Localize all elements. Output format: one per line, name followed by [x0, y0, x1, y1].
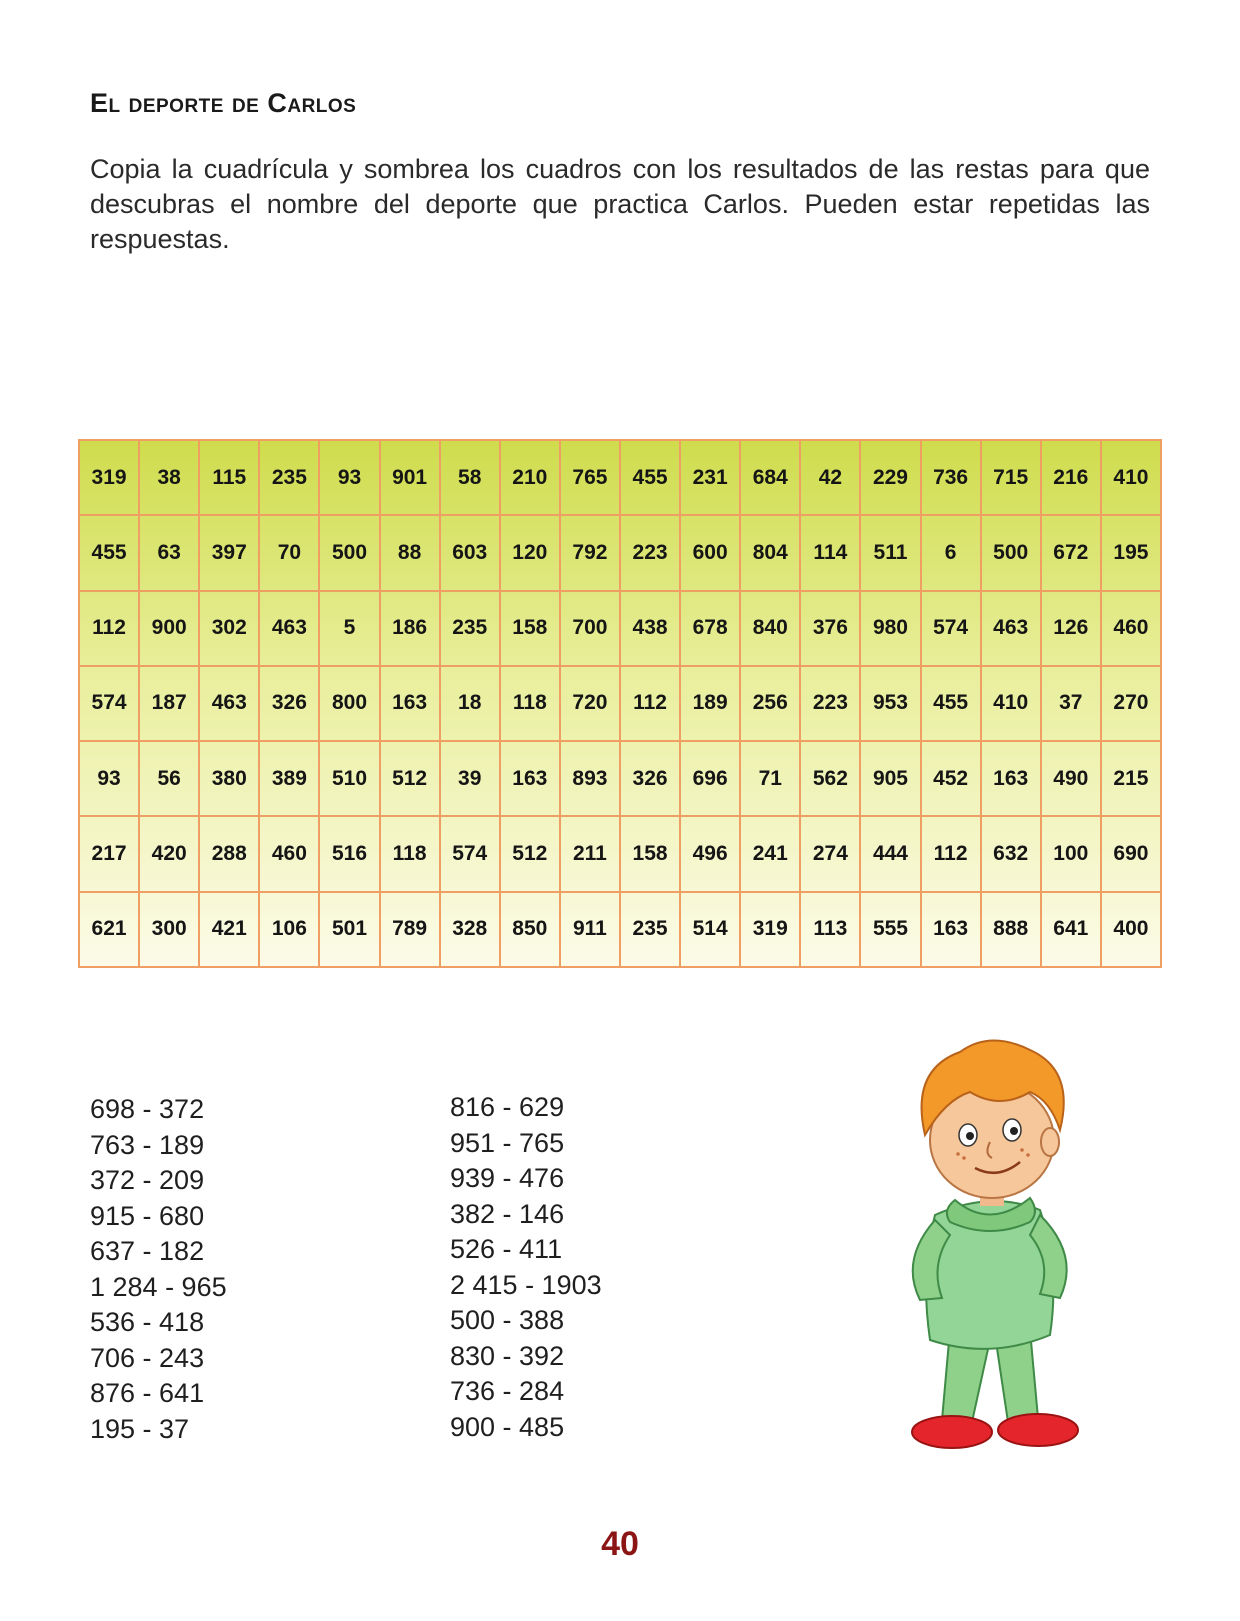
grid-cell: 229 [860, 440, 920, 515]
grid-cell: 319 [740, 892, 800, 967]
grid-cell: 71 [740, 741, 800, 816]
grid-cell: 376 [800, 591, 860, 666]
subtraction-problem: 500 - 388 [450, 1305, 565, 1335]
grid-cell: 215 [1101, 741, 1161, 816]
grid-cell: 38 [139, 440, 199, 515]
grid-cell: 100 [1041, 816, 1101, 891]
grid-cell: 792 [560, 515, 620, 590]
grid-cell: 163 [981, 741, 1041, 816]
grid-cell: 893 [560, 741, 620, 816]
grid-cell: 455 [921, 666, 981, 741]
grid-cell: 187 [139, 666, 199, 741]
grid-cell: 380 [199, 741, 259, 816]
grid-cell: 274 [800, 816, 860, 891]
grid-cell: 5 [319, 591, 379, 666]
grid-cell: 460 [1101, 591, 1161, 666]
grid-cell: 463 [199, 666, 259, 741]
grid-cell: 106 [259, 892, 319, 967]
subtraction-list-left [90, 1092, 227, 1447]
grid-cell: 58 [440, 440, 500, 515]
grid-cell: 600 [680, 515, 740, 590]
subtraction-problem: 876 - 641 [90, 1378, 205, 1408]
grid-cell: 516 [319, 816, 379, 891]
grid-cell: 223 [620, 515, 680, 590]
grid-cell: 270 [1101, 666, 1161, 741]
grid-cell: 210 [500, 440, 560, 515]
grid-cell: 186 [380, 591, 440, 666]
grid-cell: 158 [620, 816, 680, 891]
grid-cell: 189 [680, 666, 740, 741]
grid-cell: 736 [921, 440, 981, 515]
grid-cell: 39 [440, 741, 500, 816]
grid-cell: 512 [500, 816, 560, 891]
grid-cell: 455 [620, 440, 680, 515]
grid-row [79, 440, 1161, 515]
grid-cell: 112 [921, 816, 981, 891]
grid-cell: 512 [380, 741, 440, 816]
grid-cell: 905 [860, 741, 920, 816]
grid-cell: 500 [319, 515, 379, 590]
grid-cell: 463 [259, 591, 319, 666]
grid-cell: 672 [1041, 515, 1101, 590]
grid-cell: 288 [199, 816, 259, 891]
grid-cell: 700 [560, 591, 620, 666]
grid-cell: 70 [259, 515, 319, 590]
grid-row [79, 892, 1161, 967]
grid-cell: 37 [1041, 666, 1101, 741]
grid-table [78, 439, 1162, 968]
grid-cell: 678 [680, 591, 740, 666]
subtraction-problem: 1 284 - 965 [90, 1271, 227, 1302]
grid-cell: 463 [981, 591, 1041, 666]
grid-cell: 113 [800, 892, 860, 967]
grid-cell: 302 [199, 591, 259, 666]
grid-cell: 195 [1101, 515, 1161, 590]
grid-row [79, 515, 1161, 590]
grid-cell: 158 [500, 591, 560, 666]
grid-cell: 444 [860, 816, 920, 891]
grid-cell: 574 [921, 591, 981, 666]
grid-cell: 632 [981, 816, 1041, 891]
grid-cell: 256 [740, 666, 800, 741]
subtraction-problem: 195 - 37 [90, 1413, 190, 1444]
subtraction-list-right [450, 1090, 602, 1445]
subtraction-problem: 915 - 680 [90, 1200, 205, 1231]
grid-cell: 455 [79, 515, 139, 590]
grid-cell: 400 [1101, 892, 1161, 967]
grid-cell: 555 [860, 892, 920, 967]
subtraction-problem: 536 - 418 [90, 1307, 205, 1337]
grid-cell: 6 [921, 515, 981, 590]
grid-cell: 120 [500, 515, 560, 590]
grid-row [79, 741, 1161, 816]
grid-cell: 235 [259, 440, 319, 515]
grid-cell: 850 [500, 892, 560, 967]
grid-cell: 562 [800, 741, 860, 816]
grid-cell: 789 [380, 892, 440, 967]
grid-cell: 63 [139, 515, 199, 590]
grid-cell: 911 [560, 892, 620, 967]
grid-cell: 126 [1041, 591, 1101, 666]
subtraction-problem: 951 - 765 [450, 1127, 565, 1158]
grid-cell: 326 [259, 666, 319, 741]
grid-cell: 901 [380, 440, 440, 515]
grid-cell: 235 [620, 892, 680, 967]
subtraction-problem: 382 - 146 [450, 1198, 565, 1229]
grid-cell: 641 [1041, 892, 1101, 967]
grid-cell: 574 [79, 666, 139, 741]
grid-cell: 300 [139, 892, 199, 967]
grid-cell: 217 [79, 816, 139, 891]
grid-cell: 223 [800, 666, 860, 741]
subtraction-problem: 372 - 209 [90, 1165, 205, 1195]
grid-cell: 900 [139, 591, 199, 666]
grid-cell: 216 [1041, 440, 1101, 515]
subtraction-problem: 526 - 411 [450, 1234, 563, 1264]
grid-cell: 328 [440, 892, 500, 967]
grid-cell: 574 [440, 816, 500, 891]
grid-cell: 211 [560, 816, 620, 891]
grid-cell: 56 [139, 741, 199, 816]
grid-cell: 93 [319, 440, 379, 515]
grid-cell: 389 [259, 741, 319, 816]
grid-cell: 720 [560, 666, 620, 741]
grid-cell: 118 [380, 816, 440, 891]
subtraction-problem: 736 - 284 [450, 1376, 565, 1406]
grid-cell: 438 [620, 591, 680, 666]
grid-cell: 235 [440, 591, 500, 666]
grid-cell: 420 [139, 816, 199, 891]
subtraction-problem: 637 - 182 [90, 1236, 205, 1266]
grid-cell: 800 [319, 666, 379, 741]
page-title: El deporte de Carlos [90, 88, 357, 118]
grid-cell: 88 [380, 515, 440, 590]
grid-cell: 765 [560, 440, 620, 515]
grid-cell: 421 [199, 892, 259, 967]
grid-cell: 163 [500, 741, 560, 816]
subtraction-problem: 900 - 485 [450, 1411, 565, 1442]
grid-cell: 888 [981, 892, 1041, 967]
grid-cell: 696 [680, 741, 740, 816]
grid-row [79, 591, 1161, 666]
page-number: 40 [601, 1525, 639, 1563]
subtraction-problem: 698 - 372 [90, 1094, 205, 1124]
grid-cell: 490 [1041, 741, 1101, 816]
grid-cell: 112 [620, 666, 680, 741]
grid-cell: 397 [199, 515, 259, 590]
grid-cell: 514 [680, 892, 740, 967]
grid-cell: 684 [740, 440, 800, 515]
grid-cell: 163 [921, 892, 981, 967]
grid-cell: 980 [860, 591, 920, 666]
grid-cell: 410 [1101, 440, 1161, 515]
grid-cell: 804 [740, 515, 800, 590]
grid-cell: 241 [740, 816, 800, 891]
instructions-text: Copia la cuadrícula y sombrea los cuadros con los resultados de las restas para que descubras el nombre del deporte que practica Carlos. Pueden estar repetidas las respuestas. [90, 154, 1150, 254]
grid-cell: 496 [680, 816, 740, 891]
grid-cell: 231 [680, 440, 740, 515]
grid-cell: 715 [981, 440, 1041, 515]
subtraction-problem: 816 - 629 [450, 1092, 565, 1122]
grid-cell: 319 [79, 440, 139, 515]
grid-row [79, 666, 1161, 741]
grid-cell: 840 [740, 591, 800, 666]
grid-cell: 690 [1101, 816, 1161, 891]
grid-cell: 93 [79, 741, 139, 816]
grid-cell: 326 [620, 741, 680, 816]
grid-cell: 953 [860, 666, 920, 741]
grid-cell: 460 [259, 816, 319, 891]
grid-cell: 452 [921, 741, 981, 816]
grid-cell: 603 [440, 515, 500, 590]
grid-cell: 501 [319, 892, 379, 967]
subtraction-problem: 706 - 243 [90, 1342, 205, 1373]
boy-cartoon-icon [880, 1030, 1110, 1460]
grid-cell: 510 [319, 741, 379, 816]
grid-cell: 42 [800, 440, 860, 515]
subtraction-problem: 939 - 476 [450, 1163, 565, 1193]
subtraction-problem: 763 - 189 [90, 1129, 205, 1160]
grid-cell: 500 [981, 515, 1041, 590]
grid-cell: 18 [440, 666, 500, 741]
grid-row [79, 816, 1161, 891]
grid-cell: 118 [500, 666, 560, 741]
grid-cell: 115 [199, 440, 259, 515]
grid-cell: 112 [79, 591, 139, 666]
grid-cell: 621 [79, 892, 139, 967]
grid-cell: 410 [981, 666, 1041, 741]
subtraction-problem: 830 - 392 [450, 1340, 565, 1371]
grid-cell: 163 [380, 666, 440, 741]
number-grid [78, 439, 1162, 968]
grid-cell: 511 [860, 515, 920, 590]
grid-cell: 114 [800, 515, 860, 590]
subtraction-problem: 2 415 - 1903 [450, 1269, 602, 1300]
